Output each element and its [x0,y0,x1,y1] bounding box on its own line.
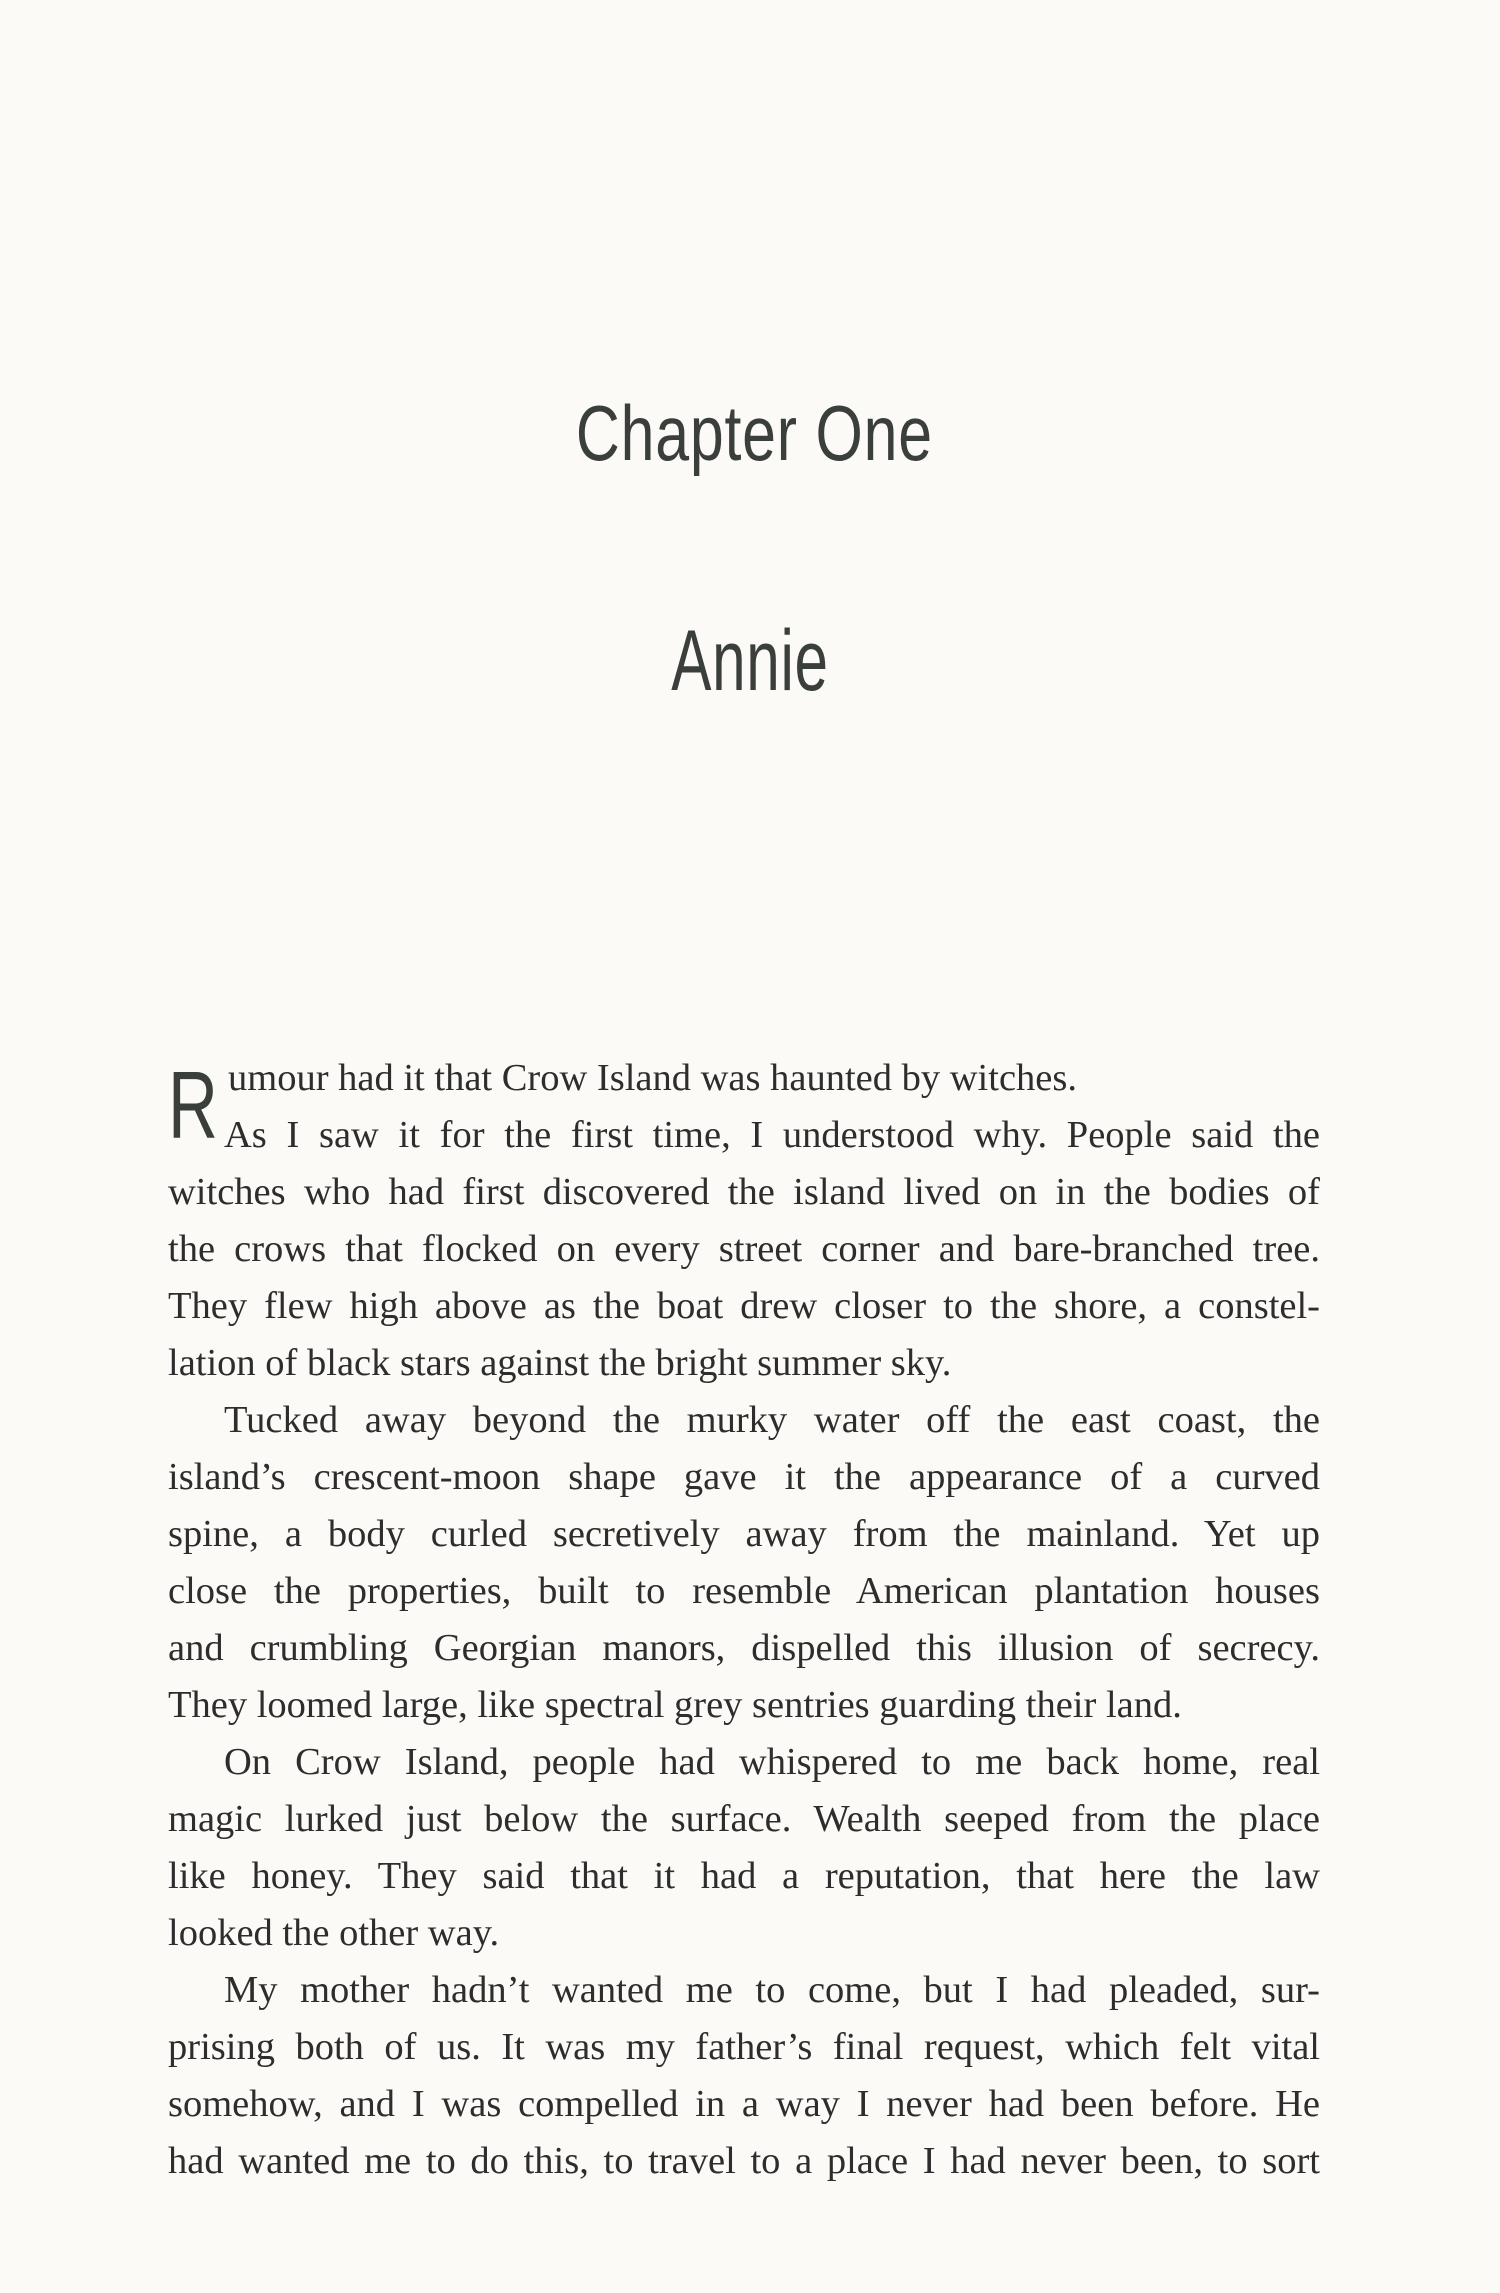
text-line: As I saw it for the first time, I understood why. People said the [224,1114,1320,1156]
paragraph-3 [168,1734,1320,1962]
text-line: On Crow Island, people had whispered to me back home, real [224,1741,1320,1783]
line-text: umour had it that Crow Island was haunted by witches. [228,1057,1077,1099]
text-line: somehow, and I was compelled in a way I never had been before. He [168,2083,1320,2125]
chapter-number: Chapter One [575,389,933,477]
text-line: island’s crescent-moon shape gave it the appearance of a curved [168,1456,1320,1498]
paragraph-2 [168,1392,1320,1734]
text-line: witches who had first discovered the island lived on in the bodies of [168,1171,1320,1213]
text-line: looked the other way. [168,1912,500,1954]
text-line: My mother hadn’t wanted me to come, but I had pleaded, sur- [224,1969,1320,2011]
text-line: and crumbling Georgian manors, dispelled this illusion of secrecy. [168,1627,1320,1669]
paragraph-4 [168,1962,1320,2190]
text-line: lation of black stars against the bright summer sky. [168,1342,952,1384]
text-line: Tucked away beyond the murky water off the east coast, the [224,1399,1320,1441]
text-line: spine, a body curled secretively away from the mainland. Yet up [168,1513,1320,1555]
text-line: They flew high above as the boat drew closer to the shore, a constel- [168,1285,1320,1327]
text-line: They loomed large, like spectral grey sentries guarding their land. [168,1684,1182,1726]
body-text [168,1050,1320,2190]
drop-cap: R [168,1052,218,1159]
text-line: prising both of us. It was my father’s final request, which felt vital [168,2026,1320,2068]
text-line: like honey. They said that it had a reputation, that here the law [168,1855,1320,1897]
text-line: had wanted me to do this, to travel to a place I had never been, to sort [168,2140,1320,2182]
text-line: the crows that flocked on every street corner and bare-branched tree. [168,1228,1320,1270]
text-line: magic lurked just below the surface. Wealth seeped from the place [168,1798,1320,1840]
chapter-title: Annie [671,613,829,709]
paragraph-1 [168,1050,1320,1392]
text-line: close the properties, built to resemble American plantation houses [168,1570,1320,1612]
